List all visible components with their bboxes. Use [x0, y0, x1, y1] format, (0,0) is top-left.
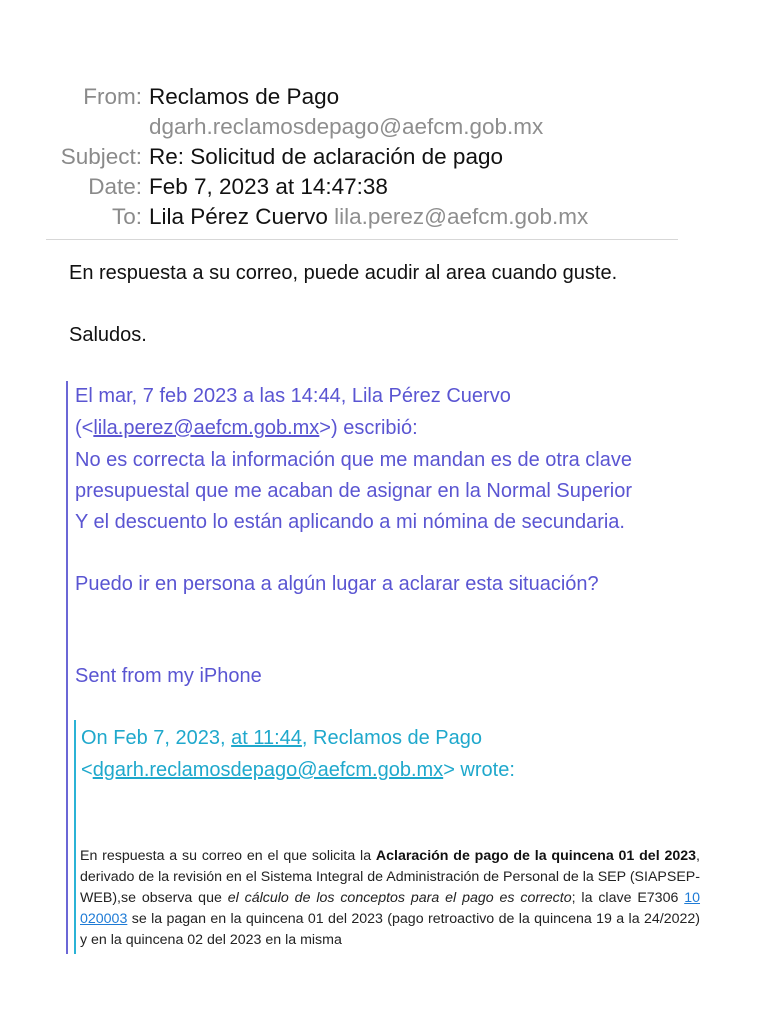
date-label: Date: [88, 174, 142, 199]
date-text: Feb 7, 2023 at 14:47:38 [149, 174, 388, 199]
from-label: From: [83, 84, 142, 109]
orig-link[interactable]: 10 020003 [80, 890, 701, 927]
orig-text: se la pagan en la quincena 01 del 2023 (pago retroactivo de la quincena 19 a la 24/2022) y en la quincena 02 del 2023 en la misma [80, 911, 700, 948]
nested-quote-time-link[interactable]: at 11:44 [231, 727, 302, 749]
nested-quote-bar [74, 720, 76, 954]
from-name[interactable]: Reclamos de Pago [149, 84, 340, 109]
quote-email-link[interactable]: lila.perez@aefcm.gob.mx [93, 417, 320, 439]
subject-text: Re: Solicitud de aclaración de pago [149, 144, 503, 169]
orig-bold: Aclaración de pago de la quincena 01 del 2023 [375, 848, 697, 864]
quote-signature: Sent from my iPhone [75, 665, 262, 687]
to-email[interactable]: lila.perez@aefcm.gob.mx [334, 204, 589, 229]
nested-email-link[interactable]: dgarh.reclamosdepago@aefcm.gob.mx [92, 759, 444, 781]
orig-text: ; la clave E7306 [571, 890, 685, 906]
quote-email-open: (< [75, 417, 94, 439]
nested-email-close: > wrote: [443, 759, 515, 781]
quote-bar [66, 381, 68, 954]
nested-quote-sender: , Reclamos de Pago [301, 727, 483, 749]
to-recipient[interactable] [149, 202, 588, 232]
quote-email-close: >) escribió: [319, 417, 418, 439]
orig-text: En respuesta a su correo en el que solicita la [80, 848, 376, 864]
subject-label: Subject: [60, 144, 142, 169]
from-email[interactable]: dgarh.reclamosdepago@aefcm.gob.mx [149, 114, 544, 139]
original-message-paragraph [80, 846, 700, 951]
quote-line: presupuestal que me acaban de asignar en la Normal Superior [75, 480, 633, 502]
quote-email-line [75, 417, 418, 440]
to-label: To: [111, 204, 142, 229]
quote-line: No es correcta la información que me mandan es de otra clave [75, 449, 632, 471]
quote-line: Y el descuento lo están aplicando a mi nómina de secundaria. [75, 511, 625, 533]
orig-text: , derivado de la revisión en el Sistema Integral de Administración de Personal de la SEP (SIAPSEP-WEB),se observa que [80, 848, 700, 906]
to-name[interactable]: Lila Pérez Cuervo [149, 204, 328, 229]
quote-line: Puedo ir en persona a algún lugar a aclarar esta situación? [75, 573, 599, 595]
nested-quote-prefix: On Feb 7, 2023, [81, 727, 226, 749]
nested-quote-email-line [81, 759, 515, 782]
header-divider [46, 239, 678, 240]
nested-email-open: < [81, 759, 93, 781]
reply-line: En respuesta a su correo, puede acudir al area cuando guste. [69, 262, 618, 284]
reply-closing: Saludos. [69, 324, 147, 346]
nested-quote-intro [81, 727, 482, 750]
orig-italic: el cálculo de los conceptos para el pago es correcto [227, 890, 572, 906]
quote-intro: El mar, 7 feb 2023 a las 14:44, Lila Pérez Cuervo [75, 385, 511, 407]
